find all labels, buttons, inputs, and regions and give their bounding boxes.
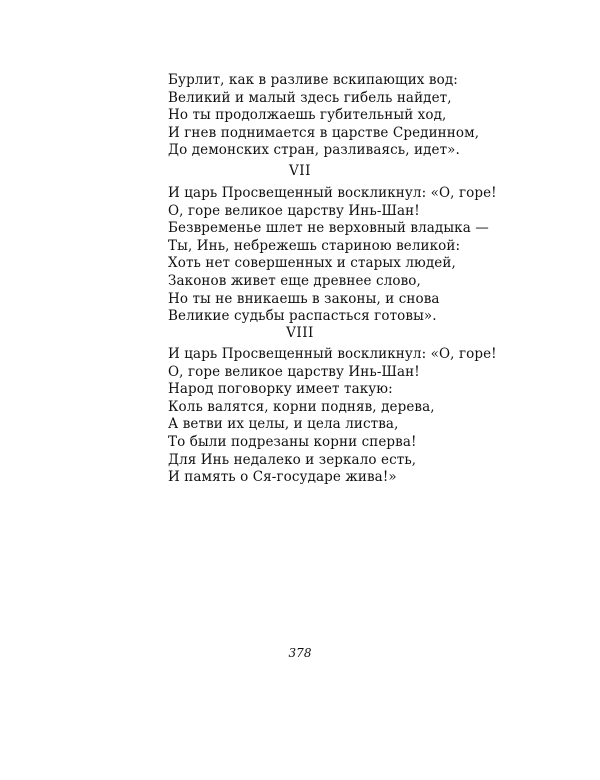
- verse-line: То были подрезаны корни сперва!: [168, 433, 417, 450]
- verse-line: Бурлит, как в разливе вскипающих вод:: [168, 72, 458, 88]
- verse-line: Но ты продолжаешь губительный ход,: [168, 107, 447, 124]
- verse-line: И царь Просвещенный воскликнул: «О, горе!: [168, 185, 497, 201]
- verse-line: Ты, Инь, небрежешь стариною великой:: [168, 237, 461, 254]
- stanza-viii: [168, 346, 497, 487]
- verse-line: И гнев поднимается в царстве Срединном,: [168, 124, 480, 141]
- verse-line: До демонских стран, разливаясь, идет».: [168, 142, 460, 159]
- section-numeral-vii: VII: [289, 163, 311, 179]
- verse-line: И память о Ся-государе жива!»: [168, 469, 397, 486]
- verse-line: Но ты не вникаешь в законы, и снова: [168, 290, 440, 307]
- section-numeral-viii: VIII: [286, 325, 314, 341]
- verse-line: Великий и малый здесь гибель найдет,: [168, 89, 452, 106]
- verse-line: Народ поговорку имеет такую:: [168, 381, 393, 398]
- verse-line: Хоть нет совершенных и старых людей,: [168, 255, 456, 272]
- verse-line: Великие судьбы распасться готовы».: [168, 308, 437, 325]
- verse-line: А ветви их целы, и цела листва,: [168, 416, 399, 433]
- verse-line: Законов живет еще древнее слово,: [168, 272, 421, 289]
- page-number: 378: [288, 646, 312, 660]
- verse-line: Коль валятся, корни подняв, дерева,: [168, 398, 435, 415]
- verse-line: Безвременье шлет не верховный владыка —: [168, 220, 489, 237]
- verse-line: О, горе великое царству Инь-Шан!: [168, 363, 420, 380]
- stanza-continuation: [168, 72, 480, 160]
- verse-line: Для Инь недалеко и зеркало есть,: [168, 451, 417, 468]
- verse-line: И царь Просвещенный воскликнул: «О, горе!: [168, 346, 497, 362]
- stanza-vii: [168, 185, 497, 326]
- verse-line: О, горе великое царству Инь-Шан!: [168, 202, 420, 219]
